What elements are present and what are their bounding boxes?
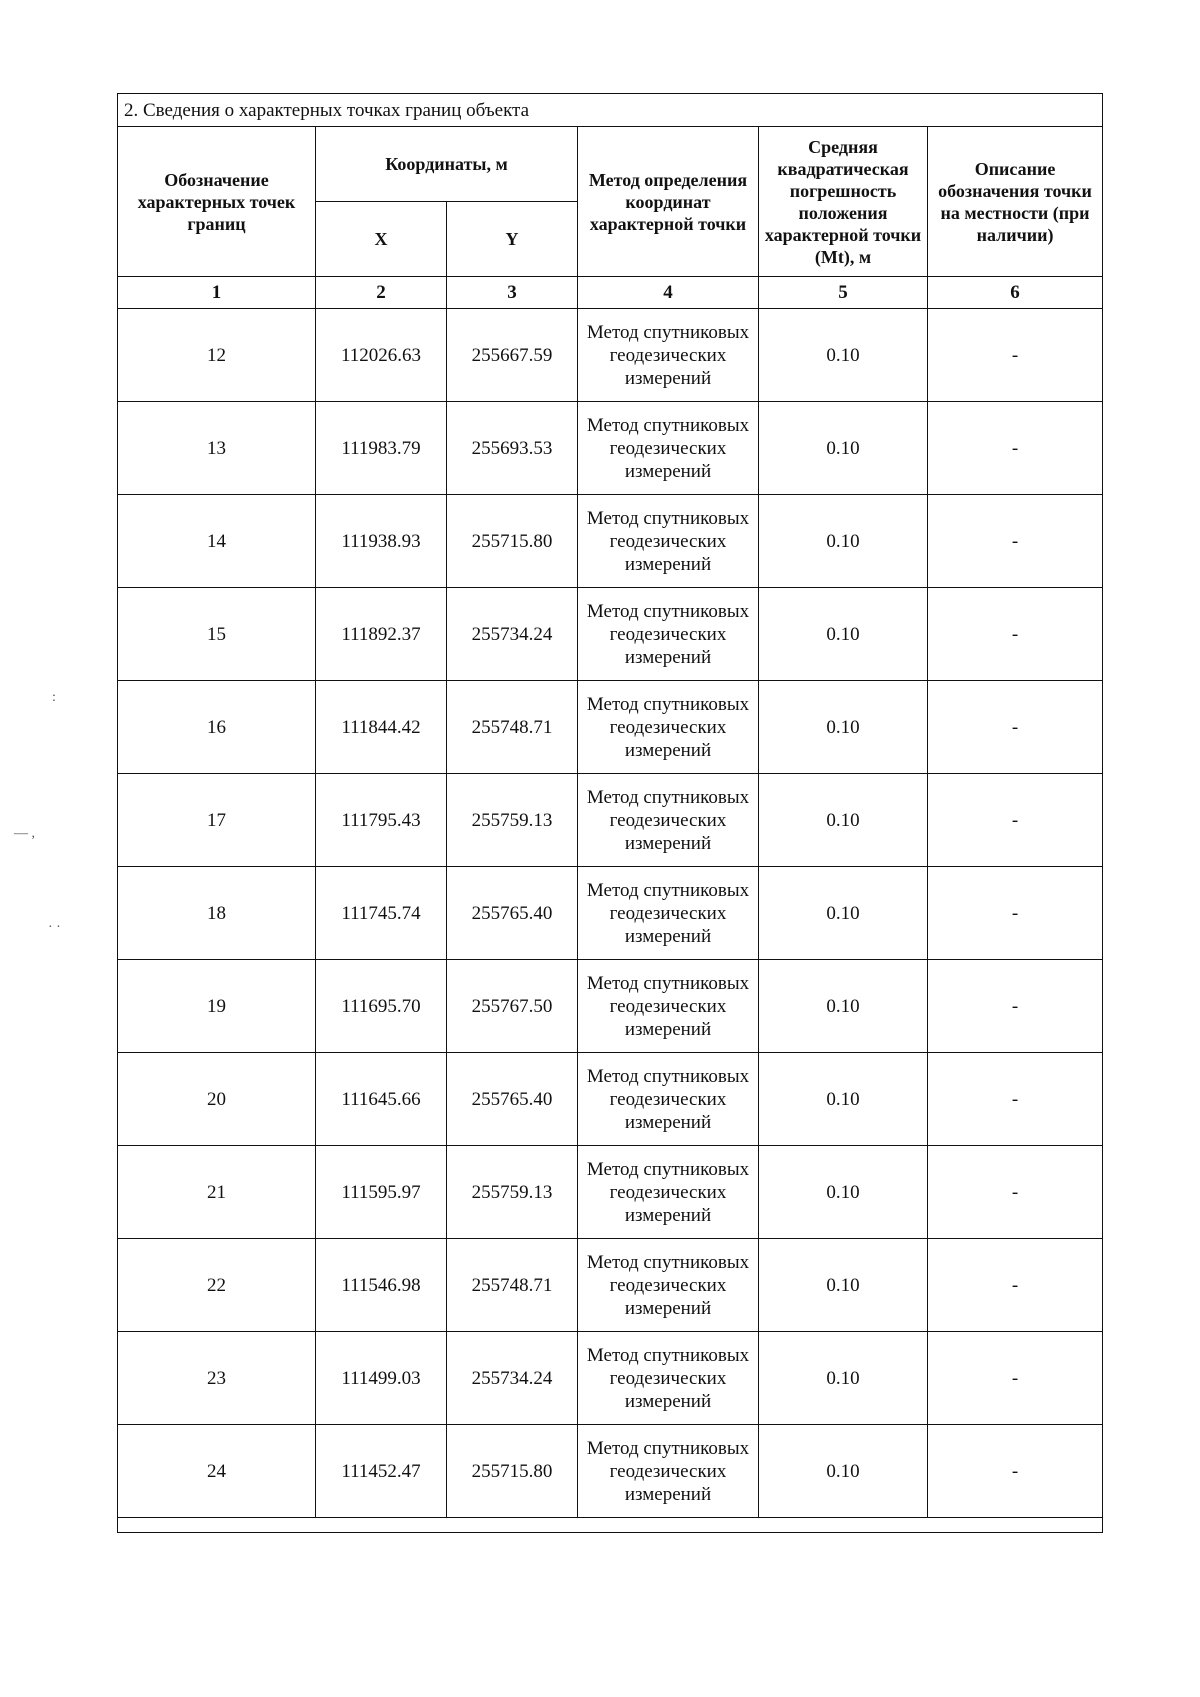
mean-error-cell: 0.10: [759, 1053, 928, 1146]
point-cell: 22: [118, 1239, 316, 1332]
header-coordinates: Координаты, м: [316, 127, 578, 202]
method-cell: Метод спутниковых геодезических измерений: [578, 681, 759, 774]
y-coordinate-cell: 255759.13: [447, 1146, 578, 1239]
margin-mark: :: [52, 690, 56, 705]
x-coordinate-cell: 111938.93: [316, 495, 447, 588]
method-cell: Метод спутниковых геодезических измерений: [578, 1146, 759, 1239]
method-cell: Метод спутниковых геодезических измерений: [578, 1332, 759, 1425]
section-title-row: [118, 94, 1103, 127]
method-cell: Метод спутниковых геодезических измерений: [578, 774, 759, 867]
column-number: 2: [316, 277, 447, 309]
table-row: [118, 1146, 1103, 1239]
y-coordinate-cell: 255734.24: [447, 588, 578, 681]
mean-error-cell: 0.10: [759, 1239, 928, 1332]
table-row: [118, 774, 1103, 867]
column-number: 1: [118, 277, 316, 309]
method-cell: Метод спутниковых геодезических измерений: [578, 1053, 759, 1146]
mean-error-cell: 0.10: [759, 495, 928, 588]
point-cell: 13: [118, 402, 316, 495]
column-number: 6: [928, 277, 1103, 309]
description-cell: -: [928, 774, 1103, 867]
boundary-points-table: [117, 93, 1103, 1533]
table-row: [118, 402, 1103, 495]
header-row-1: [118, 127, 1103, 202]
description-cell: -: [928, 309, 1103, 402]
mean-error-cell: 0.10: [759, 681, 928, 774]
y-coordinate-cell: 255759.13: [447, 774, 578, 867]
column-numbers-row: [118, 277, 1103, 309]
table-row: [118, 1332, 1103, 1425]
description-cell: -: [928, 1239, 1103, 1332]
table-row: [118, 588, 1103, 681]
table-closing-cell: [118, 1518, 1103, 1533]
mean-error-cell: 0.10: [759, 774, 928, 867]
mean-error-cell: 0.10: [759, 1425, 928, 1518]
table-row: [118, 1053, 1103, 1146]
description-cell: -: [928, 1146, 1103, 1239]
table-closing-row: [118, 1518, 1103, 1533]
y-coordinate-cell: 255748.71: [447, 681, 578, 774]
method-cell: Метод спутниковых геодезических измерений: [578, 402, 759, 495]
description-cell: -: [928, 402, 1103, 495]
column-number: 3: [447, 277, 578, 309]
table-row: [118, 1425, 1103, 1518]
description-cell: -: [928, 867, 1103, 960]
description-cell: -: [928, 1053, 1103, 1146]
description-cell: -: [928, 1425, 1103, 1518]
mean-error-cell: 0.10: [759, 1332, 928, 1425]
table-row: [118, 681, 1103, 774]
x-coordinate-cell: 111892.37: [316, 588, 447, 681]
x-coordinate-cell: 111795.43: [316, 774, 447, 867]
method-cell: Метод спутниковых геодезических измерений: [578, 1425, 759, 1518]
y-coordinate-cell: 255715.80: [447, 1425, 578, 1518]
header-description: Описание обозначения точки на местности (при наличии): [928, 127, 1103, 277]
y-coordinate-cell: 255748.71: [447, 1239, 578, 1332]
column-number: 5: [759, 277, 928, 309]
x-coordinate-cell: 111695.70: [316, 960, 447, 1053]
method-cell: Метод спутниковых геодезических измерений: [578, 867, 759, 960]
method-cell: Метод спутниковых геодезических измерений: [578, 309, 759, 402]
mean-error-cell: 0.10: [759, 309, 928, 402]
description-cell: -: [928, 1332, 1103, 1425]
header-mean-error: Средняя квадратическая погрешность положения характерной точки (Mt), м: [759, 127, 928, 277]
header-point-designation: Обозначение характерных точек границ: [118, 127, 316, 277]
point-cell: 16: [118, 681, 316, 774]
mean-error-cell: 0.10: [759, 402, 928, 495]
point-cell: 17: [118, 774, 316, 867]
description-cell: -: [928, 681, 1103, 774]
point-cell: 23: [118, 1332, 316, 1425]
header-x: X: [316, 202, 447, 277]
point-cell: 20: [118, 1053, 316, 1146]
y-coordinate-cell: 255765.40: [447, 1053, 578, 1146]
header-method: Метод определения координат характерной точки: [578, 127, 759, 277]
document-sheet: [117, 93, 1102, 1533]
y-coordinate-cell: 255715.80: [447, 495, 578, 588]
column-number: 4: [578, 277, 759, 309]
point-cell: 18: [118, 867, 316, 960]
point-cell: 15: [118, 588, 316, 681]
point-cell: 12: [118, 309, 316, 402]
method-cell: Метод спутниковых геодезических измерений: [578, 1239, 759, 1332]
y-coordinate-cell: 255693.53: [447, 402, 578, 495]
y-coordinate-cell: 255765.40: [447, 867, 578, 960]
x-coordinate-cell: 111546.98: [316, 1239, 447, 1332]
method-cell: Метод спутниковых геодезических измерений: [578, 960, 759, 1053]
mean-error-cell: 0.10: [759, 588, 928, 681]
table-row: [118, 960, 1103, 1053]
method-cell: Метод спутниковых геодезических измерений: [578, 495, 759, 588]
point-cell: 21: [118, 1146, 316, 1239]
x-coordinate-cell: 111745.74: [316, 867, 447, 960]
header-y: Y: [447, 202, 578, 277]
table-row: [118, 309, 1103, 402]
point-cell: 14: [118, 495, 316, 588]
margin-mark: · ·: [48, 920, 61, 935]
y-coordinate-cell: 255667.59: [447, 309, 578, 402]
table-row: [118, 1239, 1103, 1332]
x-coordinate-cell: 111645.66: [316, 1053, 447, 1146]
table-row: [118, 867, 1103, 960]
x-coordinate-cell: 111595.97: [316, 1146, 447, 1239]
description-cell: -: [928, 960, 1103, 1053]
x-coordinate-cell: 111452.47: [316, 1425, 447, 1518]
section-title: 2. Сведения о характерных точках границ объекта: [118, 94, 1103, 127]
x-coordinate-cell: 111844.42: [316, 681, 447, 774]
margin-mark: — ,: [14, 826, 35, 841]
table-row: [118, 495, 1103, 588]
description-cell: -: [928, 588, 1103, 681]
mean-error-cell: 0.10: [759, 960, 928, 1053]
x-coordinate-cell: 111499.03: [316, 1332, 447, 1425]
mean-error-cell: 0.10: [759, 867, 928, 960]
x-coordinate-cell: 112026.63: [316, 309, 447, 402]
mean-error-cell: 0.10: [759, 1146, 928, 1239]
y-coordinate-cell: 255734.24: [447, 1332, 578, 1425]
x-coordinate-cell: 111983.79: [316, 402, 447, 495]
y-coordinate-cell: 255767.50: [447, 960, 578, 1053]
point-cell: 19: [118, 960, 316, 1053]
description-cell: -: [928, 495, 1103, 588]
point-cell: 24: [118, 1425, 316, 1518]
method-cell: Метод спутниковых геодезических измерений: [578, 588, 759, 681]
